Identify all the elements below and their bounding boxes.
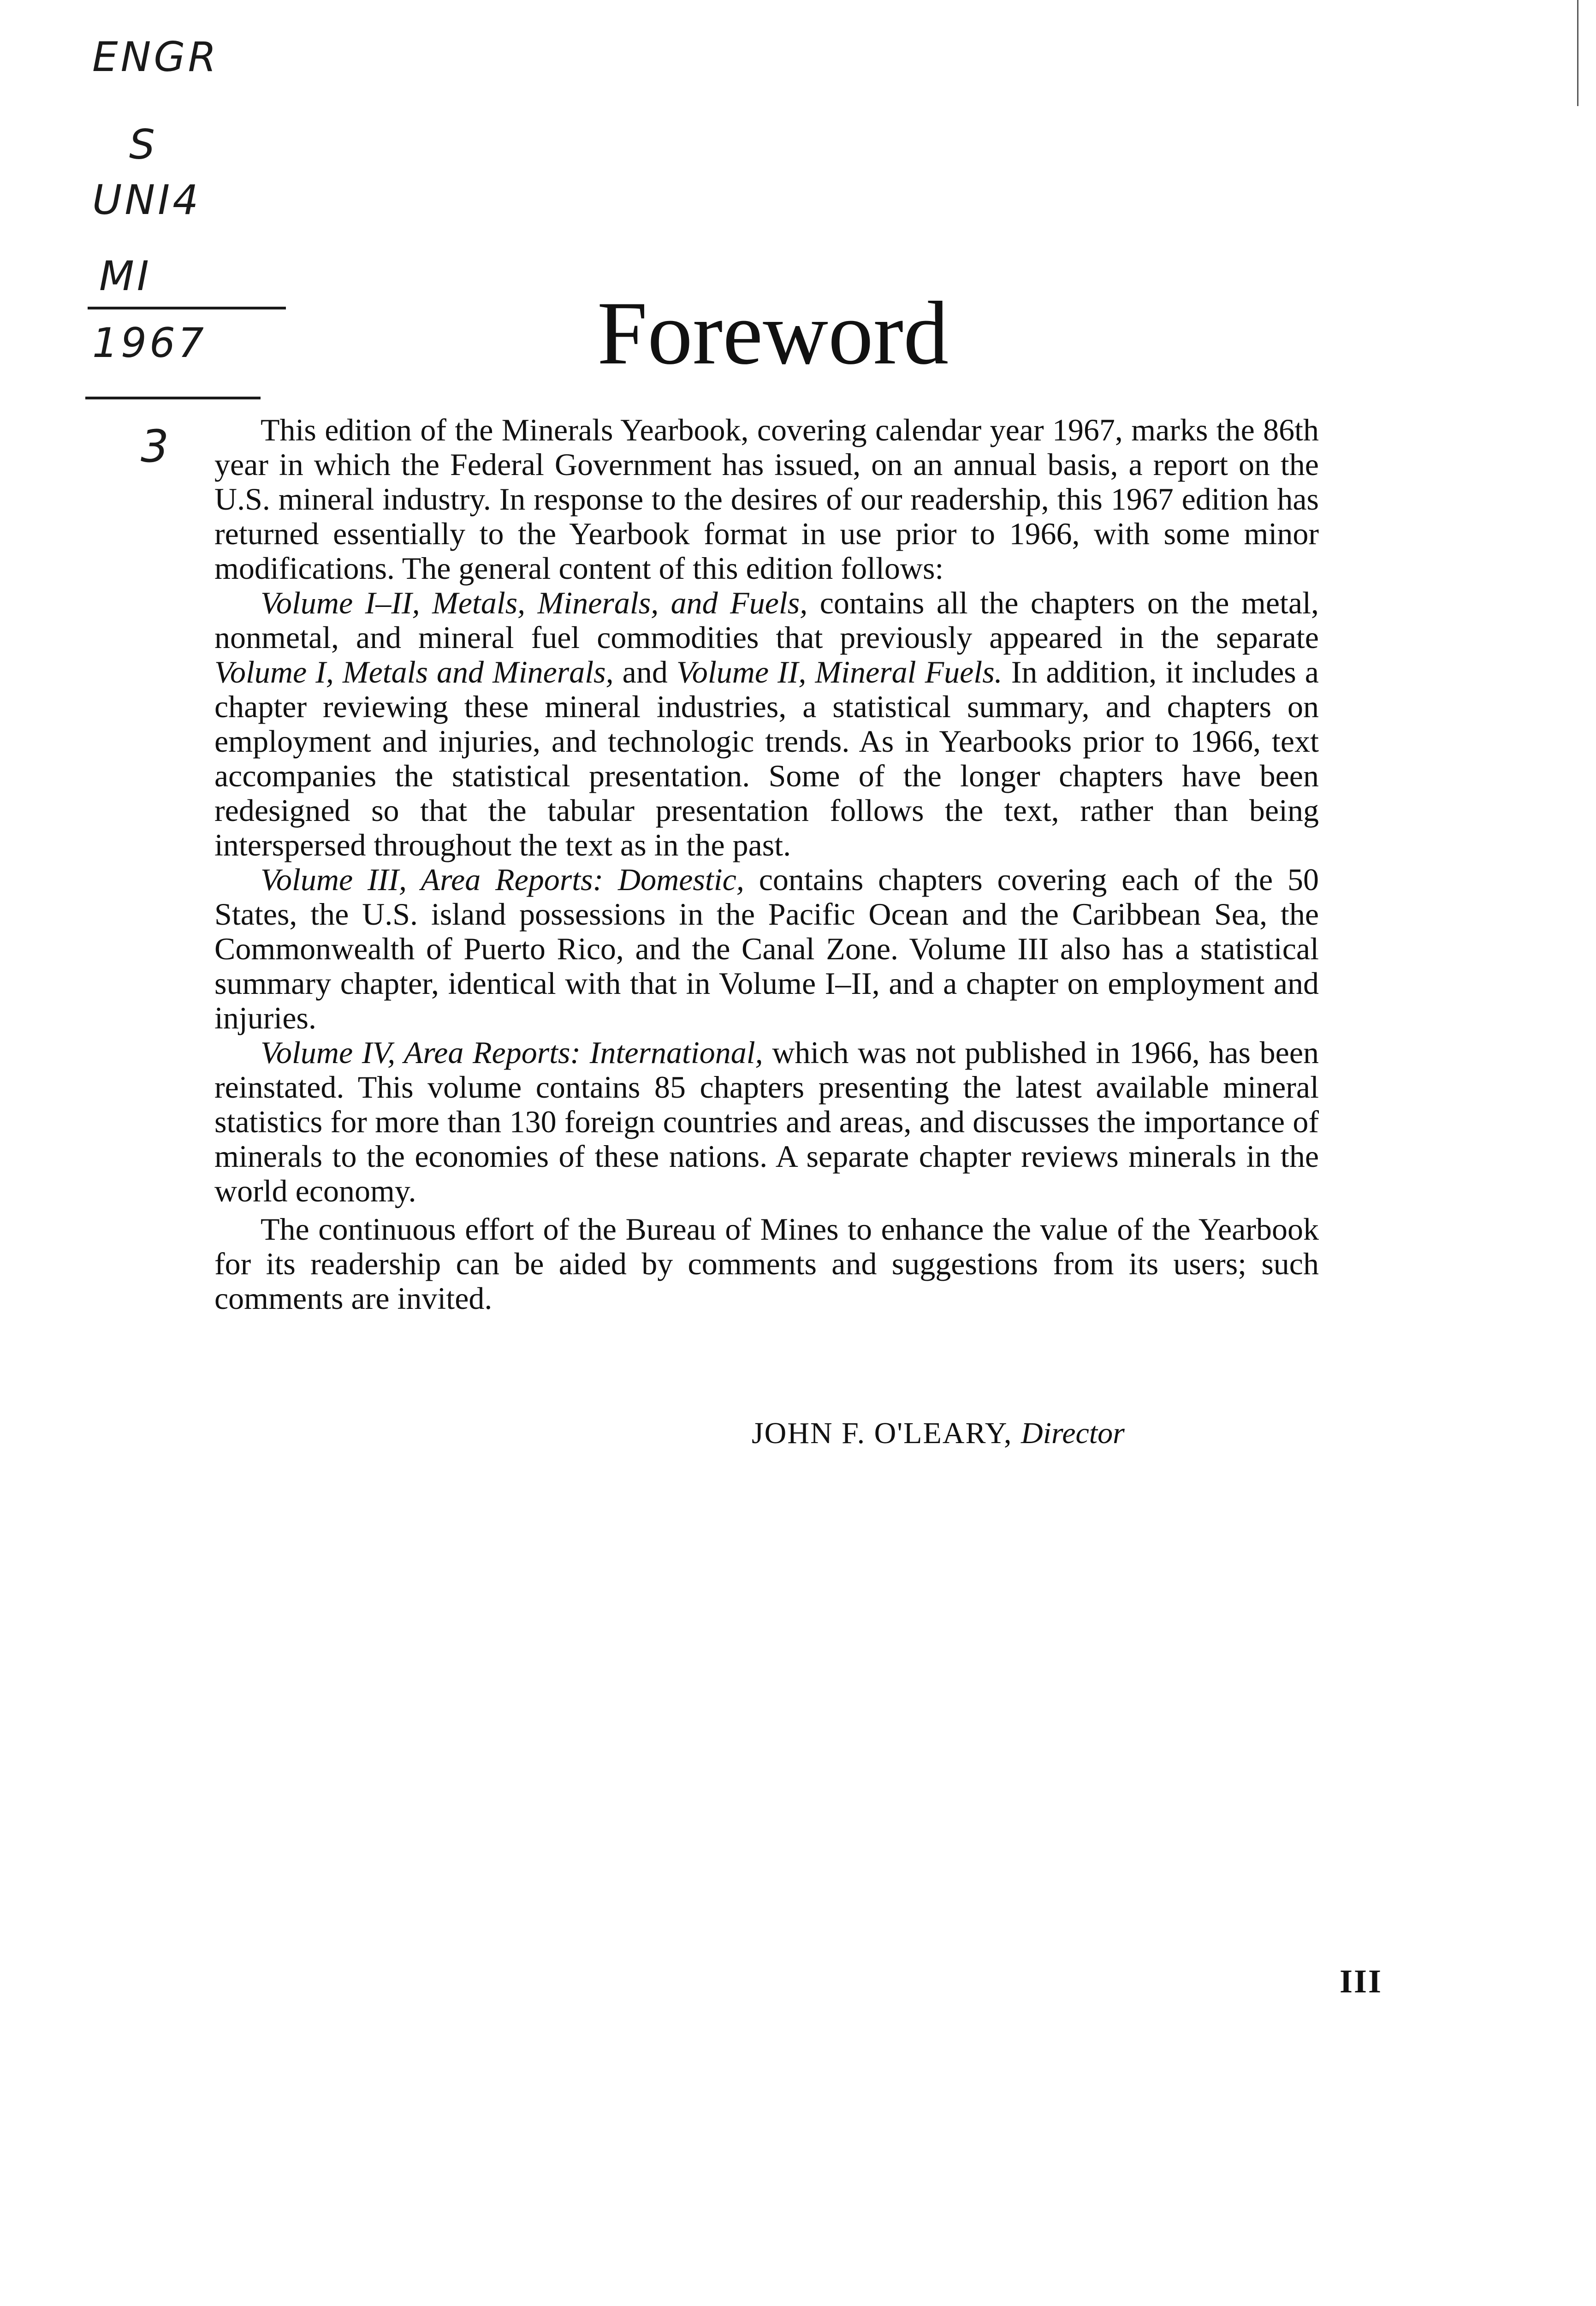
closing-paragraph: The continuous effort of the Bureau of Mines to enhance the value of the Yearbook for its readership can be aided by comments and suggestions from its users; such comments are invited. <box>214 1212 1319 1316</box>
handwritten-note-s: S <box>129 121 158 168</box>
handwritten-note-3: 3 <box>141 421 172 472</box>
volume-3-title: Volume III, Area Reports: Domestic, <box>261 862 744 897</box>
foreword-body <box>214 413 1319 1316</box>
volume-3-paragraph <box>214 862 1319 1035</box>
intro-paragraph: This edition of the Minerals Yearbook, covering calendar year 1967, marks the 86th year in which the Federal Government has issued, on an annual basis, a report on the U.S. mineral industry. In response to the desires of our readership, this 1967 edition has returned essentially to the Yearbook format in use prior to 1966, with some minor modifications. The general content of this edition follows: <box>214 412 1319 586</box>
volume-1-2-paragraph <box>214 586 1319 862</box>
page-title: Foreword <box>597 283 949 383</box>
handwritten-underline-2 <box>85 397 261 399</box>
handwritten-underline-1 <box>88 307 286 309</box>
scan-edge-rule <box>1577 0 1578 106</box>
volume-2-ref: Volume II, Mineral Fuels. <box>676 654 1003 689</box>
handwritten-note-mi: MI <box>99 252 152 300</box>
volume-1-ref: Volume I, Metals and Minerals, <box>214 654 614 689</box>
signature-role: Director <box>1020 1416 1125 1450</box>
volume-1-2-text-b: and <box>613 654 676 689</box>
volume-1-2-title: Volume I–II, Metals, Minerals, and Fuels, <box>261 585 808 620</box>
signature <box>752 1416 1125 1451</box>
handwritten-note-uni4: UNI4 <box>92 176 202 224</box>
volume-1-2-text-c: In addition, it includes a chapter reviewing these mineral industries, a statistical summary, and chapters on employment and injuries, and technologic trends. As in Yearbooks prior to 1966, text accompanies the statistical presentation. Some of the longer chapters have been redesigned so that the tabular presentation follows the text, rather than being interspersed throughout the text as in the past. <box>214 654 1319 862</box>
volume-4-title: Volume IV, Area Reports: International, <box>261 1035 763 1070</box>
handwritten-note-year: 1967 <box>92 319 207 367</box>
volume-4-paragraph <box>214 1035 1319 1208</box>
handwritten-note-engr: ENGR <box>92 33 219 81</box>
volume-4-text: which was not published in 1966, has been reinstated. This volume contains 85 chapters presenting the latest available mineral statistics for more than 130 foreign countries and areas, and discusses the importance of minerals to the economies of these nations. A separate chapter reviews minerals in the world economy. <box>214 1035 1319 1208</box>
signature-name: JOHN F. O'LEARY, <box>752 1416 1013 1450</box>
page-number: III <box>1340 1963 1383 2000</box>
volume-3-text: contains chapters covering each of the 50 States, the U.S. island possessions in the Pacific Ocean and the Caribbean Sea, the Commonwealth of Puerto Rico, and the Canal Zone. Volume III also has a statistical summary chapter, identical with that in Volume I–II, and a chapter on employment and injuries. <box>214 862 1319 1035</box>
volume-1-2-text-a: contains all the chapters on the metal, nonmetal, and mineral fuel commodities that previously appeared in the separate <box>214 585 1319 655</box>
